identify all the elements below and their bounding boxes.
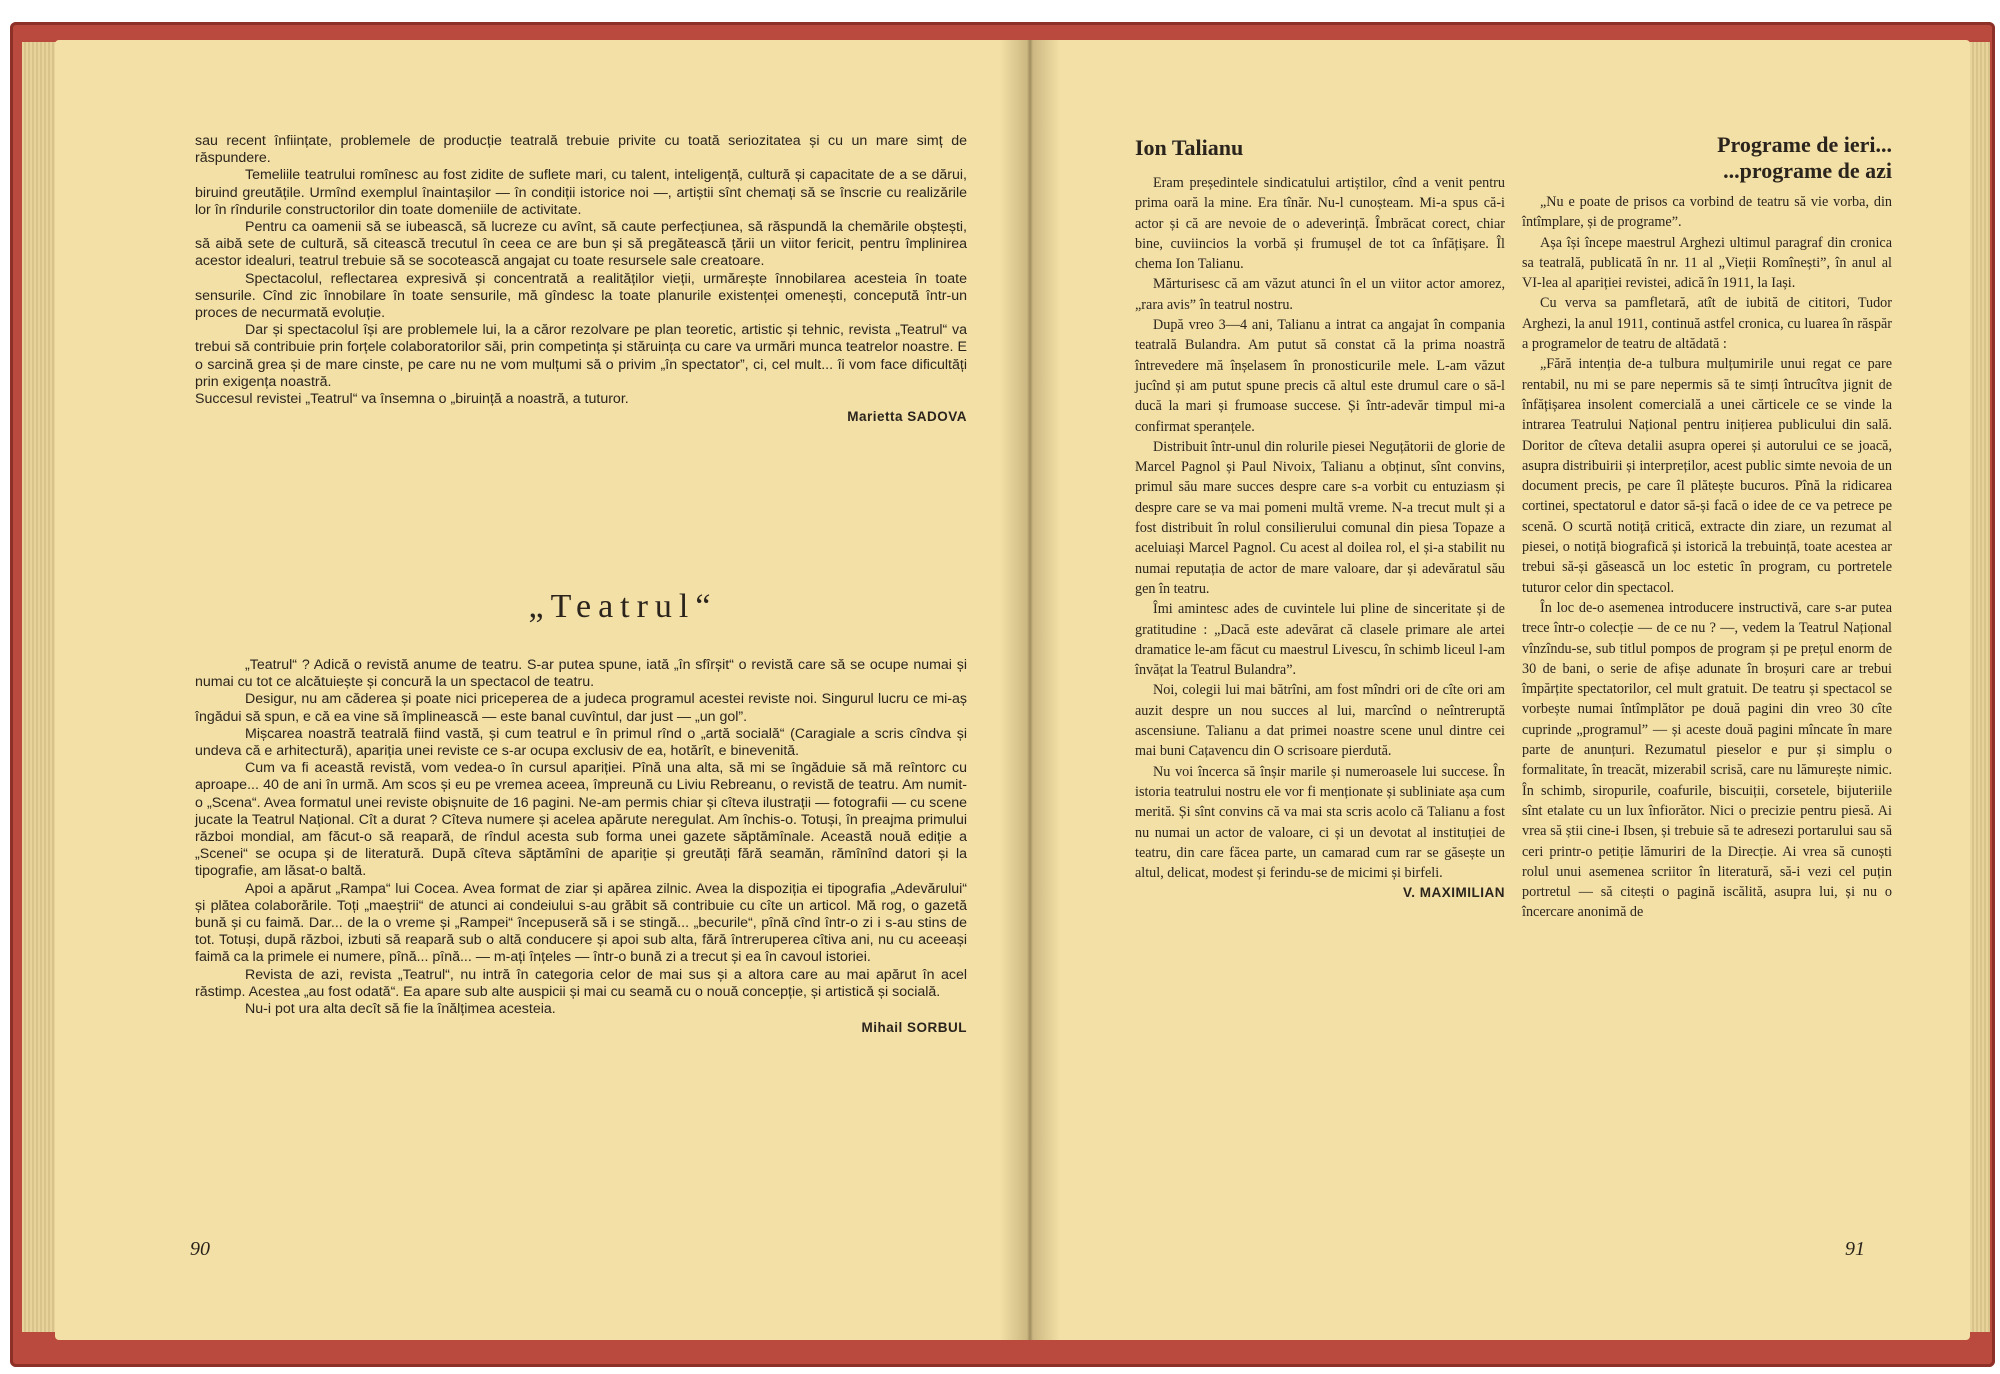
- intro-paragraph: Temeliile teatrului romînesc au fost zidite de suflete mari, cu talent, inteligență, cultură și capacitate de a se dărui, biruind greutățile. Urmînd exemplul înaintașilor — în condiții istorice noi —, artiștii sînt chemați să se înscrie cu realizările lor în rîndurile constructorilor din toate domeniile de activitate.: [195, 167, 967, 218]
- talianu-paragraph: Eram președintele sindicatului artiștilor, cînd a venit pentru prima oară la mine. Era tînăr. Nu-l cunoșteam. Mi-a spus că-i actor și că are nevoie de o adeverință. Îmbrăcat corect, chiar bine, cuviincios la vorbă și frumușel de tot ca înfățișare. Îl chema Ion Talianu.: [1135, 175, 1505, 273]
- article-signature: Mihail SORBUL: [861, 1020, 967, 1036]
- programe-paragraph: Așa își începe maestrul Arghezi ultimul paragraf din cronica sa teatrală, publicată în nr. 11 al „Vieții Romînești”, în anul al VI-lea al apariției revistei, adică în 1911, la Iași.: [1522, 234, 1892, 292]
- article-title: „Teatrul“: [528, 588, 718, 625]
- talianu-paragraph: Noi, colegii lui mai bătrîni, am fost mîndri ori de cîte ori am auzit despre un nou succes al lui, marcînd o neîntreruptă ascensiune. Talianu a dat primei noastre scene unul dintre cei mai buni Cațavencu din O scrisoare pierdută.: [1135, 682, 1505, 760]
- article-paragraph: Cum va fi această revistă, vom vedea-o în cursul apariției. Pînă una alta, să mi se îngăduie să mă reîntorc cu aproape... 40 de ani în urmă. Am scos și eu pe vremea aceea, împreună cu Liviu Rebreanu, o revistă de teatru. Am numit-o „Scena“. Avea formatul unei reviste obișnuite de 16 pagini. Ne-am permis chiar și cîteva ilustrații — fotografii — cu scene jucate la Teatrul Național. Cît a durat ? Cîteva numere și acelea apărute neregulat. Am închis-o. Totuși, în preajma primului război mondial, am făcut-o să reapară, de rîndul acesta sub forma unei gazete săptămînale. Această nouă ediție a „Scenei“ se ocupa și de literatură. După cîteva săptămîni de apariție și greutăți fără seamăn, rămînînd datori și la tipografie, am lăsat-o baltă.: [195, 760, 967, 880]
- article-paragraph: Mișcarea noastră teatrală fiind vastă, și cum teatrul e în primul rînd o „artă socială“ (Caragiale a scris cîndva și undeva că e arhitectură), apariția unei reviste ce s-ar ocupa exclusiv de ea, hotărît, e binevenită.: [195, 725, 967, 760]
- talianu-column: [1135, 135, 1505, 900]
- article-paragraph: Apoi a apărut „Rampa“ lui Cocea. Avea format de ziar și apărea zilnic. Avea la dispoziția ei tipografia „Adevărului“ și plătea colaborările. Toți „maeștrii“ de atunci ai condeiului s-au grăbit să contribuie cu cîte un articol. Mă rog, o gazetă bună și cu faimă. Dar... de la o vreme și „Rampei“ începuseră să i se stingă... „becurile“, pînă cînd într-o zi i s-au stins de tot. Totuși, după război, izbuti să reapară sub o altă conducere și apoi sub alta, fără întreruperea cîtiva ani, nu cu aceeași faimă ca la primele ei numere, pînă... pînă... — m-ați înțeles — într-o bună zi a trecut și ea în cavoul istoriei.: [195, 880, 967, 966]
- article-text-block: [195, 657, 967, 1035]
- talianu-title: Ion Talianu: [1135, 135, 1244, 160]
- article-paragraph: Nu-i pot ura alta decît să fie la înălțimea acesteia.: [245, 1001, 556, 1018]
- page-number-right: 91: [1845, 1238, 1865, 1260]
- programe-title-line1: Programe de ieri...: [1717, 132, 1892, 157]
- programe-column: [1522, 132, 1892, 923]
- right-page: [1030, 40, 1970, 1340]
- programe-paragraph: „Nu e poate de prisos ca vorbind de teatru să vie vorba, din întîmplare, și de programe”.: [1522, 194, 1892, 231]
- intro-paragraph: Succesul revistei „Teatrul“ va însemna o „biruință a noastră, a tuturor.: [195, 391, 629, 408]
- page-number-left: 90: [190, 1238, 210, 1260]
- programe-paragraph: În loc de-o asemenea introducere instructivă, care s-ar putea trece într-o colecție — de ce nu ? —, vedem la Teatrul Național vînzîndu-se, sub titlul pompos de program și pe prețul enorm de 30 de bani, o serie de afișe adunate în broșuri care ar trebui împărțite spectatorilor, cel mult gratuit. De teatru și spectacol se vorbește numai întîmplător pe două pagini din vreo 30 cîte cuprinde „programul” — și aceste două pagini mîncate în mare parte de anunțuri. Rezumatul pieselor e pur și simplu o formalitate, în treacăt, mizerabil scrisă, care nu lămurește nimic. În schimb, siropurile, coafurile, biscuiții, corsetele, bijuteriile sînt etalate cu un lux înfiorător. Nici o precizie pentru piesă. Ai vrea să știi cine-i Ibsen, și trebuie să te adresezi portarului sau să ceri printr-o petiție lămuriri de la Direcție. Ai vrea să cunoști rolul unui asemenea scriitor în literatură, să-i vezi cel puțin portretul — să citești o pagină iscălită, asupra lui, și nu o încercare anonimă de: [1522, 599, 1892, 921]
- intro-paragraph: Dar și spectacolul își are problemele lui, la a căror rezolvare pe plan teoretic, artistic și tehnic, revista „Teatrul“ va trebui să contribuie prin forțele colaboratorilor săi, prin competința și stăruința cu care va urmări munca teatrelor noastre. E o sarcină grea și de mare cinste, pe care nu ne vom mulțumi să o privim „în spectator”, ci, cel mult... îi vom face dificultăți prin exigența noastră.: [195, 322, 967, 390]
- talianu-paragraph: Îmi amintesc ades de cuvintele lui pline de sinceritate și de gratitudine : „Dacă este adevărat că clasele primare ale artei dramatice le-am făcut cu maestrul Livescu, în schimb liceul l-am învățat la Teatrul Bulandra”.: [1135, 601, 1505, 679]
- talianu-paragraph: Mărturisesc că am văzut atunci în el un viitor actor amorez, „rara avis” în teatrul nostru.: [1135, 276, 1505, 313]
- article-paragraph: Revista de azi, revista „Teatrul“, nu intră în categoria celor de mai sus și a altora care au mai apărut în acel răstimp. Acestea „au fost odată“. Ea apare sub alte auspicii și mai cu seamă cu o nouă concepție, și artistică și socială.: [195, 966, 967, 1000]
- talianu-paragraph: Nu voi încerca să înșir marile și numeroasele lui succese. În istoria teatrului nostru ele vor fi menționate și subliniate așa cum merită. Și sînt convins că va mai sta scris acolo că Talianu a fost nu numai un actor de valoare, ci și un devotat al instituției de teatru, din care făcea parte, un camarad cum rar se găsește un altul, delicat, modest și ferindu-se de micimi și birfeli.: [1135, 763, 1505, 882]
- intro-paragraph: Pentru ca oamenii să se iubească, să lucreze cu avînt, să caute perfecțiunea, să răspundă la chemările obștești, să aibă sete de cultură, să citească trecutul în ceea ce are bun și să pregătească țării un viitor fericit, pentru împlinirea acestor idealuri, teatrul trebuie să se socotească angajat cu toate resursele sale creatoare.: [195, 219, 967, 270]
- intro-paragraph: sau recent înființate, problemele de producție teatrală trebuie privite cu toată seriozitatea și cu un mare simț de răspundere.: [195, 133, 967, 167]
- intro-text-block: [195, 133, 967, 424]
- book-gutter: [1000, 40, 1060, 1340]
- left-page: [55, 40, 1030, 1340]
- programe-paragraph: „Fără intenția de-a tulbura mulțumirile unui regat ce pare rentabil, nu mi se pare nepermis să te simți întrucîtva jignit de înfățișarea insolent comercială a unei cărticele ce se vinde la intrarea Teatrului Național pentru inițierea publicului din sală. Doritor de cîteva detalii asupra operei și autorului ce se joacă, asupra distribuirii și interpreților, acest public simte nevoia de un document precis, pe care îl plătește bucuros. Pînă la ridicarea cortinei, spectatorul e dator să-și facă o idee de ce va petrece pe scenă. O scurtă notiță critică, extracte din ziare, un rezumat al piesei, o notiță biografică și istorică la trebuință, toate acestea ar trebui să-și găsească un loc estetic în program, cu portretele tuturor celor din spectacol.: [1522, 356, 1892, 596]
- intro-paragraph: Spectacolul, reflectarea expresivă și concentrată a realităților vieții, urmărește înnobilarea acesteia în toate sensurile. Cînd zic înnobilare în toate sensurile, mă gîndesc la toate planurile existenței omenești, concepută într-un proces de necurmată evoluție.: [195, 270, 967, 322]
- article-paragraph: „Teatrul“ ? Adică o revistă anume de teatru. S-ar putea spune, iată „în sfîrșit“ o revistă care să se ocupe numai și numai cu tot ce alcătuiește și concură la un spectacol de teatru.: [195, 657, 967, 691]
- intro-signature: Marietta SADOVA: [847, 409, 967, 425]
- programe-paragraph: Cu verva sa pamfletară, atît de iubită de cititori, Tudor Arghezi, la anul 1911, continuă astfel cronica, cu luarea în răspăr a programelor de teatru de altădată :: [1522, 295, 1892, 353]
- article-paragraph: Desigur, nu am căderea și poate nici priceperea de a judeca programul acestei reviste noi. Singurul lucru ce mi-aș îngădui să spun, e că ea vine să împlinească — este banal cuvîntul, dar just — „un gol”.: [195, 691, 967, 725]
- talianu-signature: V. MAXIMILIAN: [1402, 885, 1505, 901]
- talianu-paragraph: După vreo 3—4 ani, Talianu a intrat ca angajat în compania teatrală Bulandra. Am putut să constat că la prima noastră întrevedere mă înșelasem în pronosticurile mele. L-am văzut jucînd și am putut spune precis că altul este drumul care o să-l ducă la mari și frumoase succese. Și într-adevăr timpul mi-a confirmat speranțele.: [1135, 317, 1505, 435]
- programe-title-line2: ...programe de azi: [1723, 158, 1892, 183]
- talianu-paragraph: Distribuit într-unul din rolurile piesei Neguțătorii de glorie de Marcel Pagnol și Paul Nivoix, Talianu a obținut, sînt convins, primul său mare succes despre care s-a vorbit cu entuziasm și despre care se va mai pomeni multă vreme. N-a trecut mult și a fost distribuit în rolul consilierului comunal din piesa Topaze a aceluiași Marcel Pagnol. Cu acest al doilea rol, el și-a stabilit nu numai reputația de actor de mare valoare, dar și adevăratul său gen în teatru.: [1135, 438, 1505, 597]
